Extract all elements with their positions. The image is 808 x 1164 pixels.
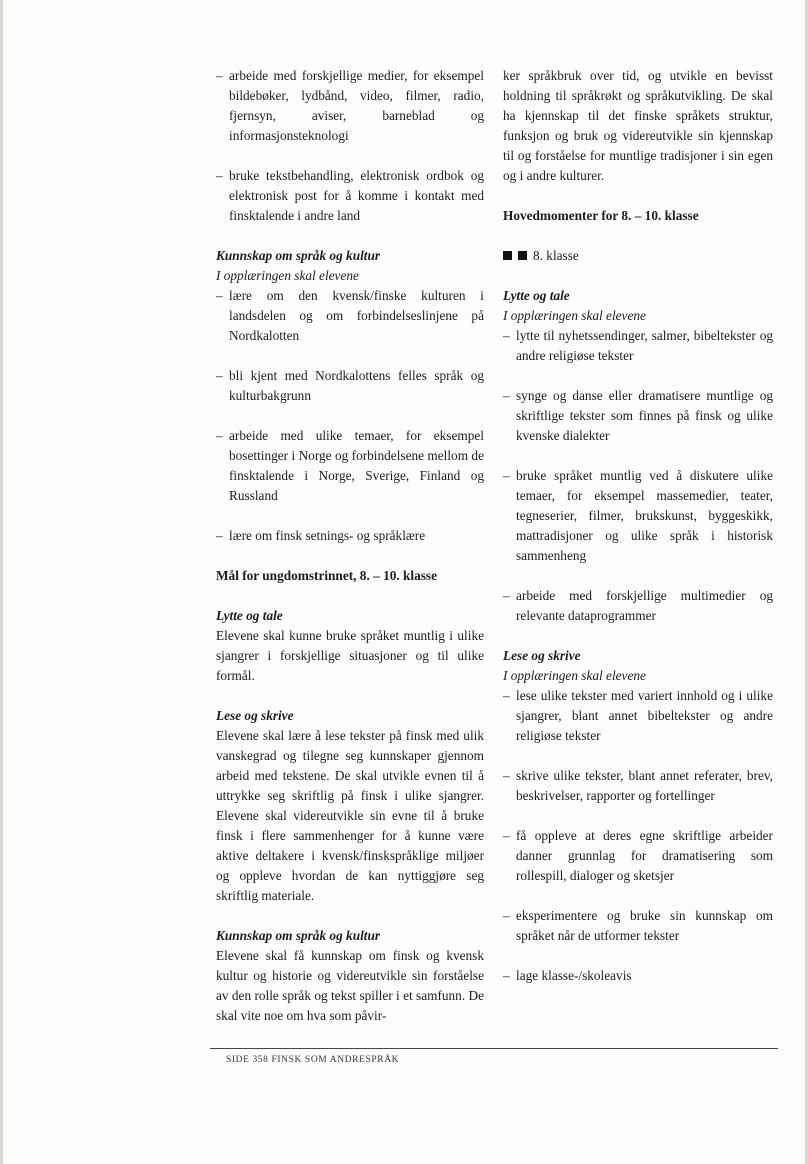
dash: – bbox=[503, 588, 510, 603]
square-icon bbox=[518, 251, 527, 260]
square-icon bbox=[503, 251, 512, 260]
list-item bbox=[503, 826, 773, 886]
section-heading-maal: Mål for ungdomstrinnet, 8. – 10. klasse bbox=[216, 568, 438, 583]
dash: – bbox=[216, 528, 223, 543]
section-heading-lytte: Lytte og tale bbox=[216, 608, 283, 623]
list-item bbox=[503, 686, 773, 746]
list-item-text: skrive ulike tekster, blant annet referater, brev, beskrivelser, rapporter og fortellinger bbox=[516, 768, 773, 803]
dash: – bbox=[503, 328, 510, 343]
list-item-text: bruke tekstbehandling, elektronisk ordbok og elektronisk post for å komme i kontakt med finsktalende i andre land bbox=[229, 168, 484, 223]
page-footer: SIDE 358 FINSK SOM ANDRESPRÅK bbox=[226, 1055, 400, 1065]
footer-rule bbox=[210, 1048, 778, 1049]
dash: – bbox=[503, 768, 510, 783]
list-item-text: arbeide med forskjellige multimedier og relevante dataprogrammer bbox=[516, 588, 773, 623]
list-item bbox=[216, 66, 484, 146]
list-item bbox=[503, 586, 773, 626]
section-subheading: I opplæringen skal elevene bbox=[503, 308, 646, 323]
list-item bbox=[216, 166, 484, 226]
list-item-text: arbeide med ulike temaer, for eksempel bosettinger i Norge og forbindelsene mellom de finsktalende i Norge, Sverige, Finland og Russland bbox=[229, 428, 484, 503]
list-item-text: eksperimentere og bruke sin kunnskap om språket når de utformer tekster bbox=[516, 908, 773, 943]
paragraph-lese: Elevene skal lære å lese tekster på finsk med ulik vanskegrad og tilegne seg kunnskaper gjennom arbeid med tekstene. De skal utvikle evnen til å uttrykke seg skriftlig på finsk i ulike sjangrer. Elevene skal videreutvikle sin evne til å bruke finsk i flere sammenhenger for å kunne være aktive deltakere i kvensk/finskspråklige miljøer og oppleve hvordan de kan nyttiggjøre seg skriftlig materiale. bbox=[216, 728, 484, 903]
section-subheading: I opplæringen skal elevene bbox=[503, 668, 646, 683]
dash: – bbox=[216, 68, 223, 83]
section-subheading: I opplæringen skal elevene bbox=[216, 268, 359, 283]
dash: – bbox=[216, 428, 223, 443]
paragraph-kunnskap: Elevene skal få kunnskap om finsk og kvensk kultur og historie og videreutvikle sin forståelse av den rolle språk og tekst spiller i et samfunn. De skal vite noe om hva som påvir- bbox=[216, 948, 484, 1023]
list-item bbox=[503, 906, 773, 946]
section-heading-kunnskap-2: Kunnskap om språk og kultur bbox=[216, 928, 381, 943]
dash: – bbox=[216, 168, 223, 183]
paragraph-continued: ker språkbruk over tid, og utvikle en bevisst holdning til språkrøkt og språkutvikling. De skal ha kjennskap til det finske språkets struktur, funksjon og bruk og videreutvikle sin kjennskap til og forståelse for muntlige tradisjoner i sin egen og i andre kulturer. bbox=[503, 68, 773, 183]
list-item bbox=[503, 386, 773, 446]
list-item bbox=[503, 466, 773, 566]
list-item-text: lese ulike tekster med variert innhold og i ulike sjangrer, blant annet bibeltekster og andre religiøse tekster bbox=[516, 688, 773, 743]
left-column bbox=[216, 66, 484, 1046]
section-heading-lese: Lese og skrive bbox=[503, 648, 581, 663]
list-item bbox=[503, 966, 773, 986]
dash: – bbox=[503, 828, 510, 843]
paragraph-lytte: Elevene skal kunne bruke språket muntlig i ulike sjangrer i forskjellige situasjoner og til ulike formål. bbox=[216, 628, 484, 683]
list-item-text: lære om finsk setnings- og språklære bbox=[229, 528, 426, 543]
section-heading-lese: Lese og skrive bbox=[216, 708, 294, 723]
dash: – bbox=[216, 288, 223, 303]
list-item bbox=[216, 526, 484, 546]
section-heading-hovedmomenter: Hovedmomenter for 8. – 10. klasse bbox=[503, 208, 699, 223]
list-item bbox=[216, 366, 484, 406]
list-item-text: synge og danse eller dramatisere muntlige og skriftlige tekster som finnes på finsk og ulike kvenske dialekter bbox=[516, 388, 773, 443]
list-item-text: bli kjent med Nordkalottens felles språk og kulturbakgrunn bbox=[229, 368, 484, 403]
list-item-text: bruke språket muntlig ved å diskutere ulike temaer, for eksempel massemedier, teater, tegneserier, filmer, brukskunst, byggeskikk, mattradisjoner og ulike språk i historisk sammenheng bbox=[516, 468, 773, 563]
dash: – bbox=[503, 388, 510, 403]
right-column bbox=[503, 66, 773, 1006]
dash: – bbox=[216, 368, 223, 383]
dash: – bbox=[503, 468, 510, 483]
list-item bbox=[216, 426, 484, 506]
list-item-text: få oppleve at deres egne skriftlige arbeider danner grunnlag for dramatisering som rollespill, dialoger og sketsjer bbox=[516, 828, 773, 883]
list-item-text: lage klasse-/skoleavis bbox=[516, 968, 632, 983]
section-heading-lytte: Lytte og tale bbox=[503, 288, 570, 303]
scan-edge-left bbox=[0, 0, 3, 1164]
list-item-text: arbeide med forskjellige medier, for eksempel bildebøker, lydbånd, video, filmer, radio, fjernsyn, aviser, barneblad og informasjonsteknologi bbox=[229, 68, 484, 143]
list-item bbox=[216, 286, 484, 346]
section-heading-kunnskap: Kunnskap om språk og kultur bbox=[216, 248, 381, 263]
dash: – bbox=[503, 968, 510, 983]
list-item bbox=[503, 326, 773, 366]
class-label: 8. klasse bbox=[533, 248, 579, 263]
dash: – bbox=[503, 908, 510, 923]
dash: – bbox=[503, 688, 510, 703]
list-item-text: lære om den kvensk/finske kulturen i landsdelen og om forbindelseslinjene på Nordkalotten bbox=[229, 288, 484, 343]
class-marker bbox=[503, 246, 773, 266]
list-item-text: lytte til nyhetssendinger, salmer, bibeltekster og andre religiøse tekster bbox=[516, 328, 773, 363]
list-item bbox=[503, 766, 773, 806]
